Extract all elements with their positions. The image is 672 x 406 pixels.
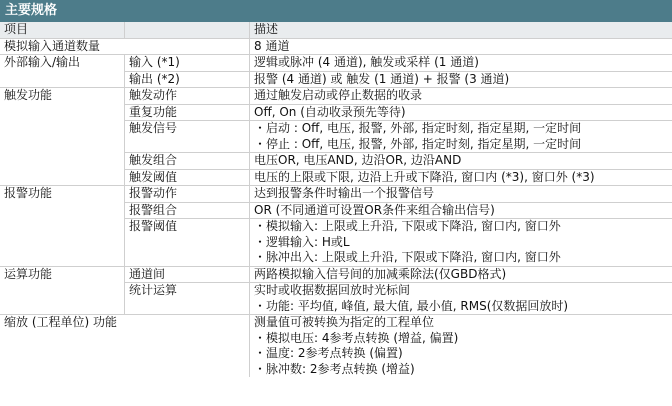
group-label: 外部输入/输出 (0, 55, 125, 88)
bullet-line: ・ 启动 : Off, 电压, 报警, 外部, 指定时刻, 指定星期, 一定时间 (254, 121, 668, 137)
group-label: 运算功能 (0, 266, 125, 315)
bullet-line: ・ 功能: 平均值, 峰值, 最大值, 最小值, RMS(仅数据回放时) (254, 299, 668, 315)
header-item: 项目 (0, 22, 125, 38)
table-row (0, 186, 672, 203)
row-value: 两路模拟输入信号间的加减乘除法(仅GBD格式) (250, 266, 672, 283)
row-value: 通过触发启动或停止数据的收录 (250, 88, 672, 105)
sub-label: 报警阈值 (125, 219, 250, 267)
sub-label: 触发动作 (125, 88, 250, 105)
row-value: Off, On (自动收录预先等待) (250, 104, 672, 121)
bullet-line: ・ 脉冲出入: 上限或上升沿, 下限或下降沿, 窗口内, 窗口外 (254, 250, 668, 266)
bullet-line: ・ 温度: 2参考点转换 (偏置) (254, 346, 668, 362)
sub-label: 通道间 (125, 266, 250, 283)
table-row (0, 55, 672, 72)
table-row (0, 266, 672, 283)
table-row (0, 38, 672, 55)
text-line: 实时或收据数据回放时光标间 (254, 283, 411, 297)
group-label: 报警功能 (0, 186, 125, 267)
header-spacer (125, 22, 250, 38)
table-header (0, 22, 672, 38)
group-label: 缩放 (工程单位) 功能 (4, 315, 117, 329)
bullet-line: ・ 停止 : Off, 电压, 报警, 外部, 指定时刻, 指定星期, 一定时间 (254, 137, 668, 153)
spec-table (0, 22, 672, 377)
header-desc: 描述 (250, 22, 672, 38)
text-line: 测量值可被转换为指定的工程单位 (254, 315, 435, 329)
sub-label: 输入 (*1) (125, 55, 250, 72)
row-value: 电压的上限或下限, 边沿上升或下降沿, 窗口内 (*3), 窗口外 (*3) (250, 169, 672, 186)
row-value (250, 219, 672, 267)
bullet-line: ・ 模拟输入: 上限或上升沿, 下限或下降沿, 窗口内, 窗口外 (254, 219, 668, 235)
row-value: 达到报警条件时输出一个报警信号 (250, 186, 672, 203)
row-value (250, 315, 672, 378)
sub-label: 触发阈值 (125, 169, 250, 186)
sub-label: 统计运算 (125, 283, 250, 315)
row-value: OR (不同通道可设置OR条件来组合输出信号) (250, 202, 672, 219)
sub-label: 触发组合 (125, 153, 250, 170)
row-value: 逻辑或脉冲 (4 通道), 触发或采样 (1 通道) (250, 55, 672, 72)
sub-label: 重复功能 (125, 104, 250, 121)
bullet-line: ・ 逻辑输入: H或L (254, 235, 668, 251)
row-value (250, 121, 672, 153)
row-value (250, 283, 672, 315)
row-value: 8 通道 (250, 38, 672, 55)
table-row (0, 315, 672, 378)
sub-label: 输出 (*2) (125, 71, 250, 88)
row-value: 电压OR, 电压AND, 边沿OR, 边沿AND (250, 153, 672, 170)
table-row (0, 88, 672, 105)
bullet-line: ・ 脉冲数: 2参考点转换 (增益) (254, 362, 668, 378)
row-label: 模拟输入通道数量 (0, 38, 250, 55)
section-title: 主要规格 (0, 0, 672, 22)
group-label: 触发功能 (0, 88, 125, 186)
sub-label: 报警组合 (125, 202, 250, 219)
bullet-line: ・ 模拟电压: 4参考点转换 (增益, 偏置) (254, 331, 668, 347)
sub-label: 触发信号 (125, 121, 250, 153)
row-value: 报警 (4 通道) 或 触发 (1 通道) + 报警 (3 通道) (250, 71, 672, 88)
sub-label: 报警动作 (125, 186, 250, 203)
